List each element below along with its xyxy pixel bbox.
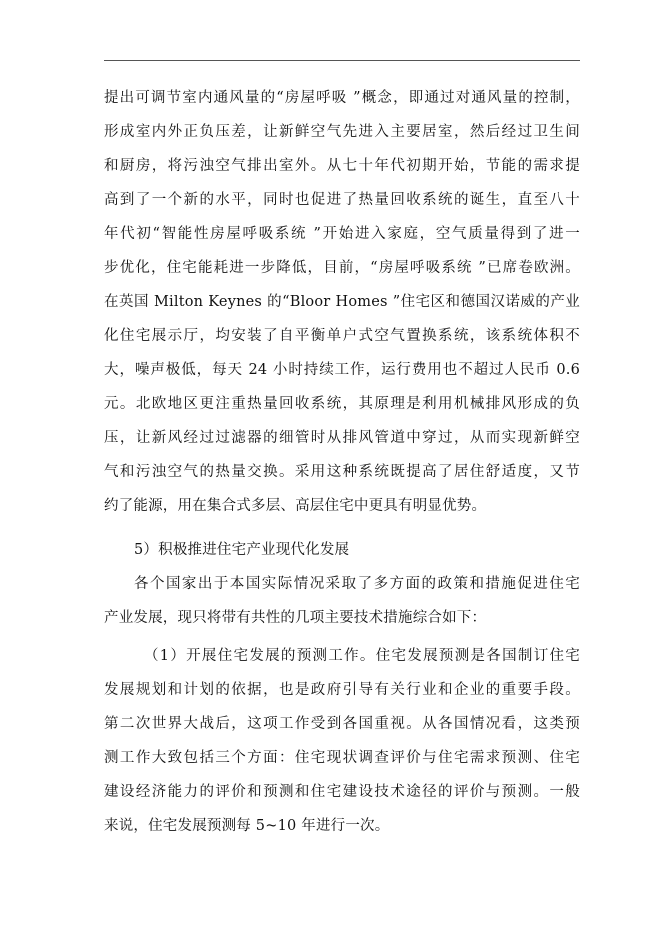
item-line: 发展规划和计划的依据，也是政府引导有关行业和企业的重要手段。: [104, 682, 580, 698]
paragraph-line: 元。北欧地区更注重热量回收系统，其原理是利用机械排风形成的负: [104, 396, 580, 412]
paragraph-line: 高到了一个新的水平，同时也促进了热量回收系统的诞生，直至八十: [104, 192, 580, 208]
item-line: （1）开展住宅发展的预测工作。住宅发展预测是各国制订住宅: [144, 648, 580, 664]
paragraph-line: 在英国 Milton Keynes 的“Bloor Homes ”住宅区和德国汉诺威的产业: [104, 294, 580, 310]
paragraph-line: 提出可调节室内通风量的“房屋呼吸 ”概念，即通过对通风量的控制，: [104, 90, 580, 106]
paragraph-line: 步优化，住宅能耗进一步降低，目前，“房屋呼吸系统 ”已席卷欧洲。: [104, 260, 580, 276]
intro-line: 各个国家出于本国实际情况采取了多方面的政策和措施促进住宅: [134, 576, 580, 592]
paragraph-line: 压，让新风经过过滤器的细管时从排风管道中穿过，从而实现新鲜空: [104, 430, 580, 446]
item-line: 建设经济能力的评价和预测和住宅建设技术途径的评价与预测。一般: [104, 784, 580, 800]
paragraph-line: 约了能源，用在集合式多层、高层住宅中更具有明显优势。: [104, 498, 487, 514]
header-rule: [104, 60, 580, 61]
paragraph-line: 形成室内外正负压差，让新鲜空气先进入主要居室，然后经过卫生间: [104, 124, 580, 140]
item-line: 测工作大致包括三个方面：住宅现状调查评价与住宅需求预测、住宅: [104, 750, 580, 766]
paragraph-line: 年代初“智能性房屋呼吸系统 ”开始进入家庭，空气质量得到了进一: [104, 226, 580, 242]
intro-line: 产业发展，现只将带有共性的几项主要技术措施综合如下：: [104, 610, 487, 626]
paragraph-line: 化住宅展示厅，均安装了自平衡单户式空气置换系统，该系统体积不: [104, 328, 580, 344]
section-heading: 5）积极推进住宅产业现代化发展: [134, 542, 350, 558]
paragraph-line: 气和污浊空气的热量交换。采用这种系统既提高了居住舒适度，又节: [104, 464, 580, 480]
paragraph-line: 大，噪声极低，每天 24 小时持续工作，运行费用也不超过人民币 0.6: [104, 362, 580, 378]
paragraph-line: 和厨房，将污浊空气排出室外。从七十年代初期开始，节能的需求提: [104, 158, 580, 174]
item-line: 来说，住宅发展预测每 5~10 年进行一次。: [104, 818, 390, 834]
item-line: 第二次世界大战后，这项工作受到各国重视。从各国情况看，这类预: [104, 716, 580, 732]
